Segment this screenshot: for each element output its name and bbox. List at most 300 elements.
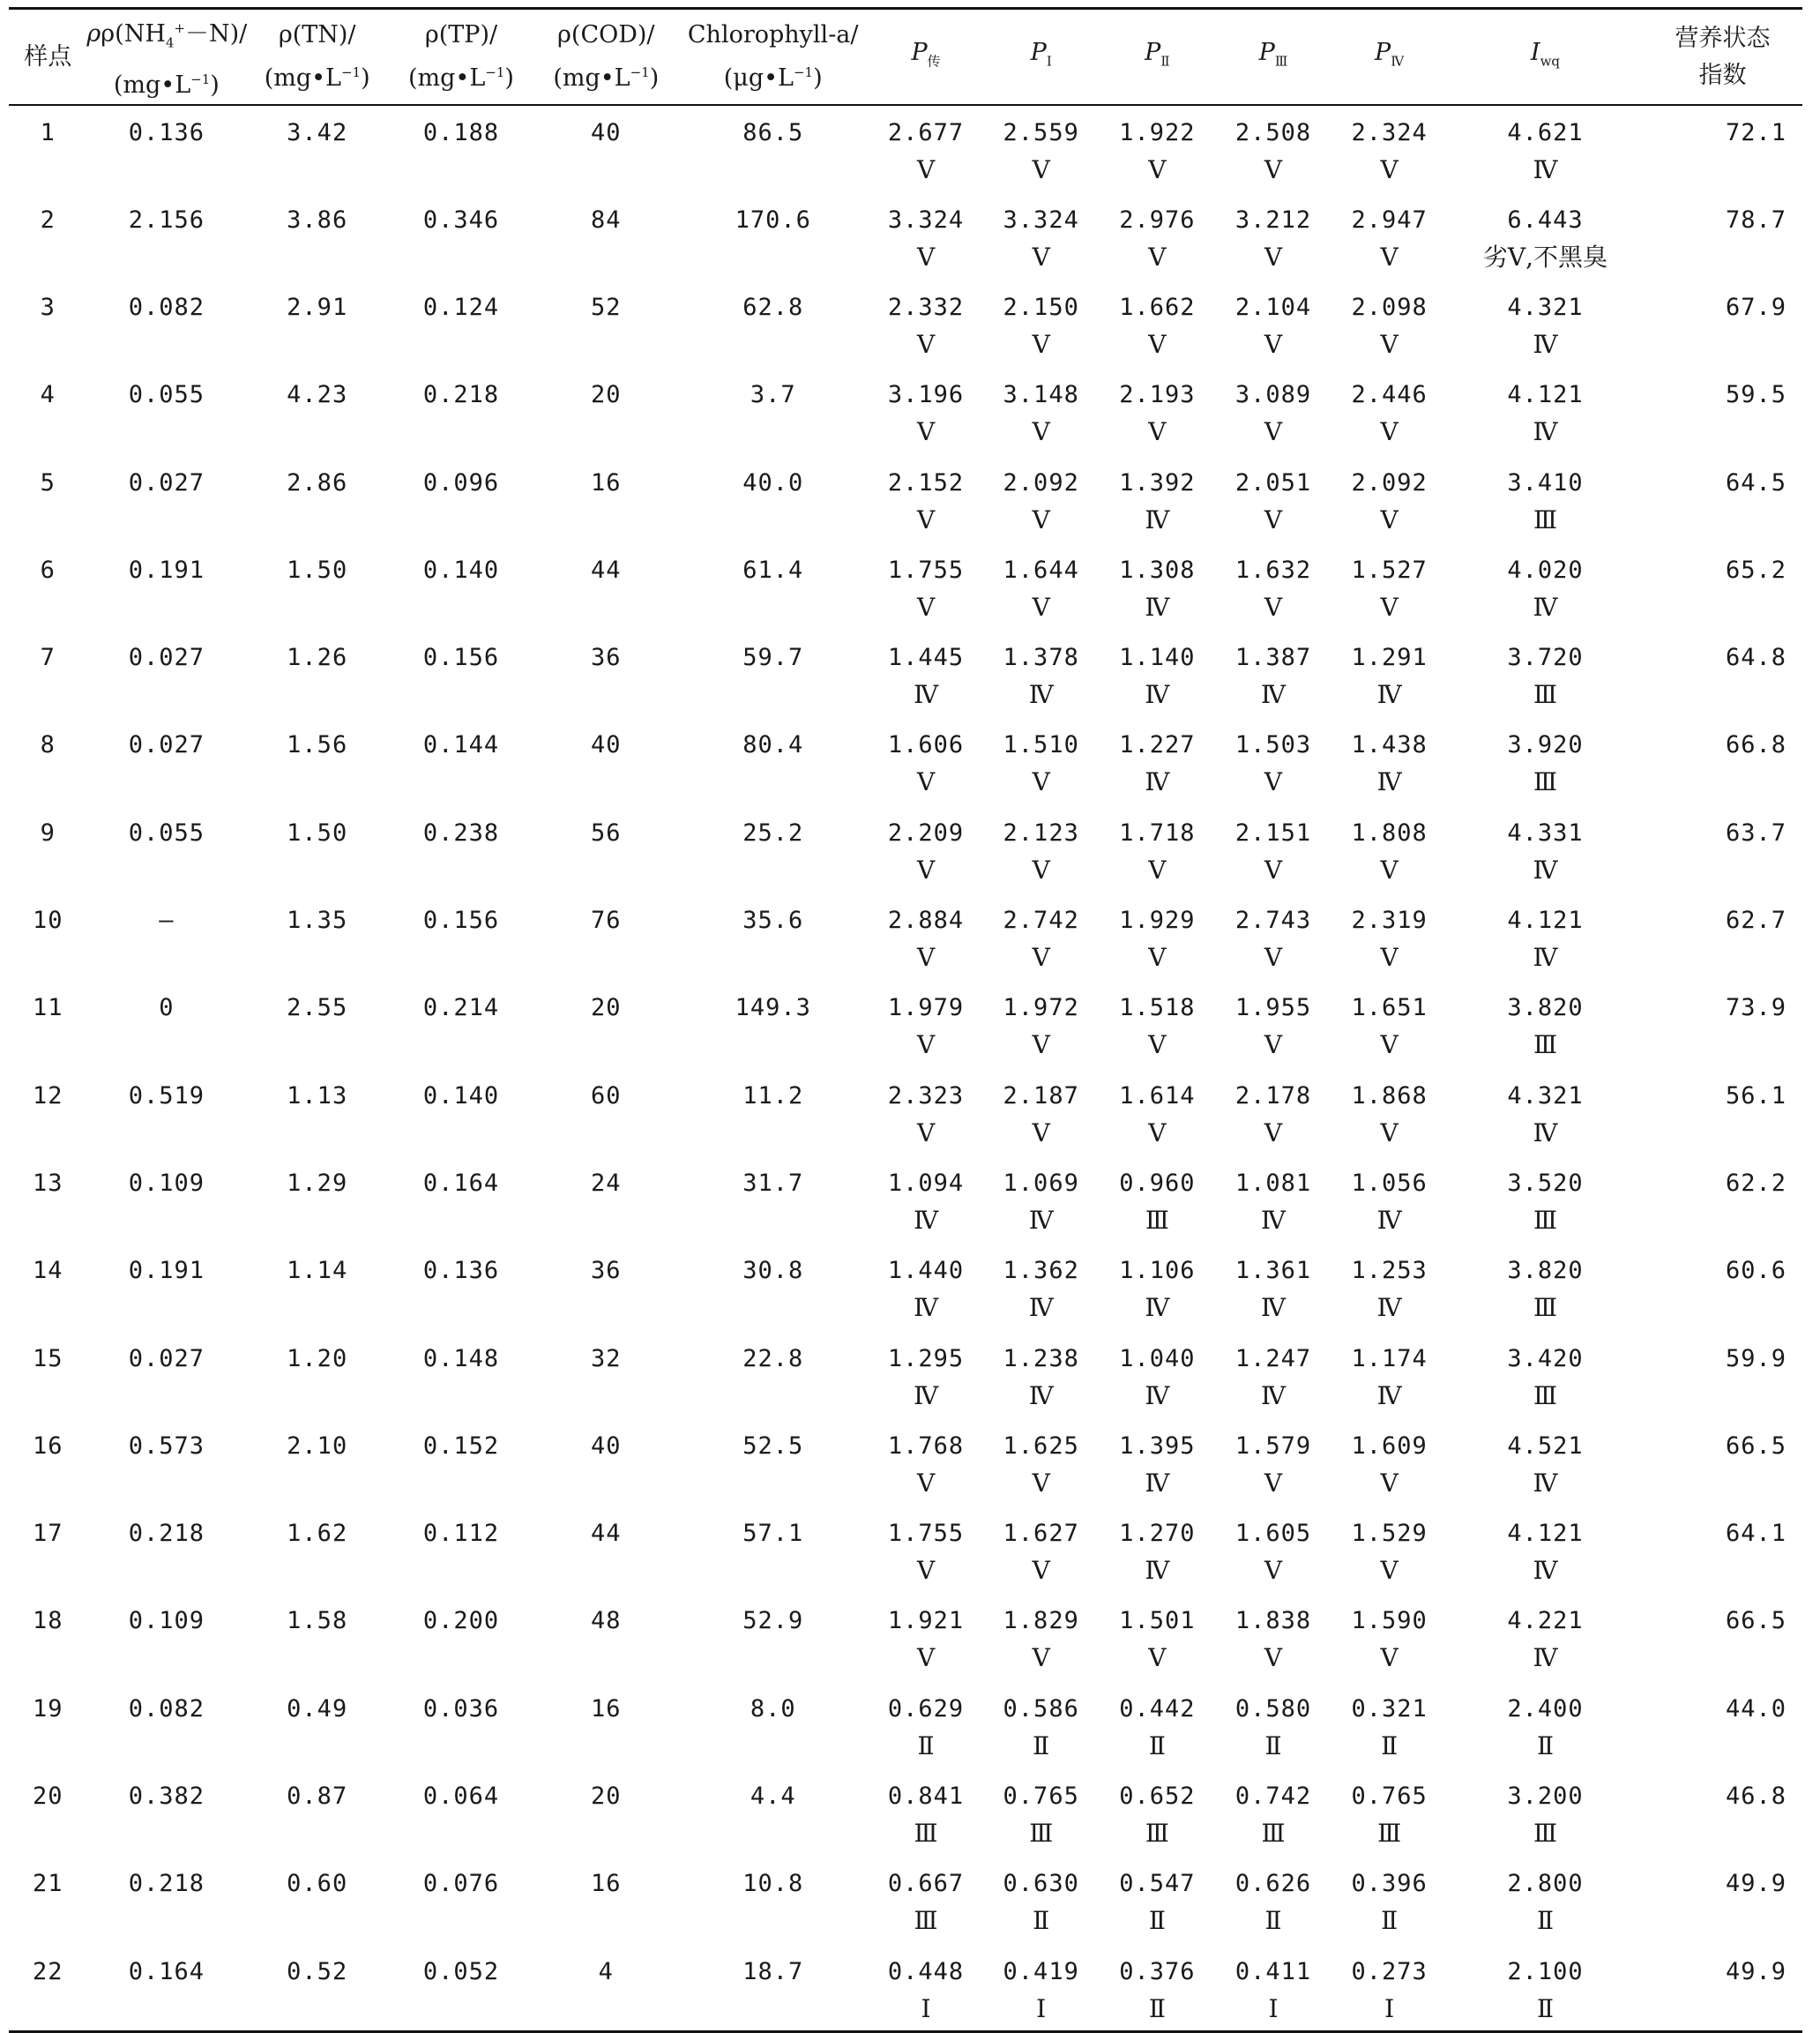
p-chuan-value: 0.448: [887, 1957, 965, 1985]
p3-value: 3.089: [1234, 381, 1312, 409]
cell-p1: [983, 1594, 1099, 1681]
cell-chla: 61.4: [742, 556, 804, 584]
cell-tp: 0.096: [422, 468, 500, 497]
cell-p4: [1331, 105, 1448, 192]
p2-value: 1.718: [1119, 818, 1196, 847]
cell-site: 10: [32, 907, 63, 935]
cell-iwq: [1448, 631, 1643, 718]
p4-value: 1.174: [1351, 1344, 1428, 1372]
iwq-header-main: I: [1530, 39, 1540, 66]
p3-value: 1.361: [1234, 1257, 1312, 1285]
p-chuan-header-sub: 传: [927, 53, 941, 70]
tsi-header-line2: 指数: [1698, 61, 1747, 89]
cell-p4: [1331, 1769, 1448, 1857]
cell-tp: 0.156: [422, 644, 500, 672]
cell-iwq: [1448, 1857, 1643, 1944]
cell-tn: 2.10: [287, 1431, 348, 1460]
iwq-grade: Ⅳ: [1533, 155, 1558, 185]
cell-p4: [1331, 1156, 1448, 1244]
cell-p-chuan: [869, 981, 984, 1068]
cell-nh4: 0.382: [128, 1783, 205, 1811]
cell-tsi: 64.5: [1725, 468, 1786, 497]
p3-value: 1.247: [1234, 1344, 1312, 1372]
cell-cod: 44: [591, 1520, 622, 1548]
cell-chla: 62.8: [742, 293, 804, 321]
cell-p4: [1331, 1682, 1448, 1769]
p2-value: 1.040: [1119, 1344, 1196, 1372]
cell-cod: 40: [591, 1431, 622, 1460]
cell-tn: 1.26: [287, 644, 348, 672]
iwq-grade: Ⅳ: [1533, 1117, 1558, 1147]
p3-value: 1.632: [1234, 556, 1312, 584]
cell-site: 2: [40, 206, 56, 234]
cell-tsi: 59.5: [1725, 381, 1786, 409]
water-quality-table: [9, 7, 1802, 2033]
p2-grade: Ⅴ: [1148, 943, 1167, 973]
cell-p4: [1331, 368, 1448, 455]
p4-value: 0.396: [1351, 1870, 1428, 1898]
cell-tp: 0.112: [422, 1520, 500, 1548]
cell-cod: 20: [591, 1783, 622, 1811]
cell-tsi: 78.7: [1725, 206, 1786, 234]
p2-grade: Ⅱ: [1148, 1993, 1166, 2023]
table-row: [9, 806, 1802, 893]
p1-value: 1.069: [1003, 1169, 1079, 1197]
iwq-grade: Ⅲ: [1533, 1819, 1557, 1849]
nh4-header-line1b: －N)/: [185, 20, 248, 48]
p3-grade: Ⅴ: [1264, 943, 1283, 973]
table-row: [9, 105, 1802, 192]
p3-grade: Ⅳ: [1260, 1205, 1286, 1235]
p3-grade: Ⅴ: [1264, 592, 1283, 622]
cell-tsi: 73.9: [1725, 994, 1786, 1022]
p2-value: 0.442: [1119, 1694, 1196, 1723]
cell-p4: [1331, 193, 1448, 280]
p3-grade: Ⅴ: [1264, 1468, 1283, 1498]
iwq-grade: Ⅳ: [1533, 1468, 1558, 1498]
cell-p3: [1216, 456, 1331, 543]
p-chuan-grade: Ⅳ: [914, 1205, 939, 1235]
p3-value: 3.212: [1234, 206, 1312, 234]
cell-site: 16: [32, 1431, 63, 1460]
p1-grade: Ⅴ: [1032, 1643, 1050, 1673]
cell-p-chuan: [869, 1069, 984, 1156]
p-chuan-grade: Ⅰ: [921, 1993, 931, 2023]
cell-nh4: 0.027: [128, 468, 205, 497]
p3-grade: Ⅳ: [1260, 1293, 1286, 1323]
p4-grade: Ⅴ: [1380, 1643, 1399, 1673]
cell-tp: 0.036: [422, 1694, 500, 1723]
cell-p1: [983, 1156, 1099, 1244]
table-row: [9, 1682, 1802, 1769]
p4-grade: Ⅳ: [1376, 1380, 1402, 1410]
iwq-value: 4.121: [1507, 1520, 1584, 1548]
p-chuan-grade: Ⅴ: [916, 943, 936, 973]
p1-value: 2.092: [1003, 468, 1079, 497]
iwq-grade: Ⅲ: [1533, 1030, 1557, 1060]
cell-tn: 1.13: [287, 1081, 348, 1110]
cell-p1: [983, 1506, 1099, 1594]
nh4-header-unit-close: ): [210, 71, 220, 100]
cell-p4: [1331, 631, 1448, 718]
p3-grade: Ⅴ: [1264, 242, 1283, 272]
cell-tsi: 59.9: [1725, 1344, 1786, 1372]
col-header-site: [9, 9, 86, 106]
p-chuan-value: 2.884: [887, 907, 965, 935]
p2-grade: Ⅳ: [1145, 592, 1170, 622]
p1-grade: Ⅴ: [1032, 855, 1050, 885]
p1-value: 1.362: [1003, 1257, 1079, 1285]
p-chuan-grade: Ⅲ: [914, 1819, 938, 1849]
iwq-value: 3.920: [1507, 731, 1584, 759]
cell-p2: [1099, 1945, 1216, 2032]
cell-cod: 20: [591, 381, 622, 409]
p3-grade: Ⅴ: [1264, 1643, 1283, 1673]
p1-value: 1.627: [1003, 1520, 1079, 1548]
p4-value: 1.609: [1351, 1431, 1428, 1460]
p1-grade: Ⅴ: [1032, 1468, 1050, 1498]
p1-value: 2.150: [1003, 293, 1079, 321]
p4-grade: Ⅴ: [1380, 592, 1399, 622]
p-chuan-grade: Ⅱ: [917, 1730, 935, 1760]
iwq-grade: Ⅲ: [1533, 1380, 1557, 1410]
p1-grade: Ⅳ: [1028, 1380, 1054, 1410]
cell-nh4: 0: [159, 994, 175, 1022]
table-row: [9, 1945, 1802, 2032]
cell-p2: [1099, 543, 1216, 631]
p-chuan-grade: Ⅴ: [916, 1030, 936, 1060]
p2-value: 2.976: [1119, 206, 1196, 234]
cell-nh4: 0.027: [128, 731, 205, 759]
p4-header-main: P: [1375, 39, 1391, 66]
p-chuan-grade: Ⅴ: [916, 417, 936, 447]
cell-p4: [1331, 280, 1448, 368]
cell-tsi: 44.0: [1725, 1694, 1786, 1723]
p4-header-sub: Ⅳ: [1391, 53, 1405, 70]
cell-p2: [1099, 193, 1216, 280]
cell-tsi: 64.1: [1725, 1520, 1786, 1548]
cell-tp: 0.200: [422, 1607, 500, 1635]
p2-value: 0.652: [1119, 1783, 1196, 1811]
cell-iwq: [1448, 806, 1643, 893]
p3-header-main: P: [1258, 39, 1275, 66]
cell-site: 20: [32, 1783, 63, 1811]
cell-p1: [983, 806, 1099, 893]
cell-p3: [1216, 981, 1331, 1068]
p4-grade: Ⅰ: [1384, 1993, 1395, 2023]
cell-iwq: [1448, 1594, 1643, 1681]
cell-tn: 2.91: [287, 293, 348, 321]
cell-cod: 40: [591, 119, 622, 147]
p-chuan-header-main: P: [911, 39, 928, 66]
cell-p-chuan: [869, 1244, 984, 1331]
cell-p3: [1216, 806, 1331, 893]
cell-tn: 3.86: [287, 206, 348, 234]
cell-tn: 4.23: [287, 381, 348, 409]
tn-header-unit-close: ): [361, 64, 370, 93]
tp-header-line1: ρ(TP)/: [424, 21, 498, 49]
cell-p-chuan: [869, 1945, 984, 2032]
p4-grade: Ⅴ: [1380, 943, 1399, 973]
cell-iwq: [1448, 543, 1643, 631]
p4-grade: Ⅴ: [1380, 1117, 1399, 1147]
cell-iwq: [1448, 1332, 1643, 1419]
iwq-grade: Ⅲ: [1533, 680, 1557, 710]
cell-p2: [1099, 1857, 1216, 1944]
p2-grade: Ⅱ: [1148, 1730, 1166, 1760]
p4-value: 2.947: [1351, 206, 1428, 234]
cell-tsi: 49.9: [1725, 1870, 1786, 1898]
p4-value: 2.446: [1351, 381, 1428, 409]
p-chuan-grade: Ⅴ: [916, 767, 936, 797]
iwq-grade: Ⅲ: [1533, 1293, 1557, 1323]
col-header-p3: [1216, 9, 1331, 106]
cell-p2: [1099, 1769, 1216, 1857]
p4-value: 1.527: [1351, 556, 1428, 584]
p1-grade: Ⅴ: [1032, 1117, 1050, 1147]
p3-grade: Ⅳ: [1260, 680, 1286, 710]
p2-grade: Ⅴ: [1148, 329, 1167, 359]
cell-tp: 0.124: [422, 293, 500, 321]
p2-value: 1.614: [1119, 1081, 1196, 1110]
p2-value: 1.662: [1119, 293, 1196, 321]
p2-grade: Ⅴ: [1148, 1030, 1167, 1060]
cell-cod: 76: [591, 907, 622, 935]
p3-value: 1.387: [1234, 644, 1312, 672]
tn-header-line1: ρ(TN)/: [278, 21, 356, 49]
cell-cod: 60: [591, 1081, 622, 1110]
cell-p2: [1099, 1069, 1216, 1156]
cell-chla: 31.7: [742, 1169, 804, 1197]
nh4-header-exp: −1: [190, 71, 211, 88]
cell-cod: 32: [591, 1344, 622, 1372]
p2-grade: Ⅴ: [1148, 855, 1167, 885]
cell-p1: [983, 1419, 1099, 1506]
p3-grade: Ⅴ: [1264, 1556, 1283, 1586]
p2-value: 1.227: [1119, 731, 1196, 759]
p2-value: 1.922: [1119, 119, 1196, 147]
p-chuan-grade: Ⅴ: [916, 855, 936, 885]
p2-grade: Ⅳ: [1145, 1293, 1170, 1323]
p4-value: 1.590: [1351, 1607, 1428, 1635]
cell-p4: [1331, 1506, 1448, 1594]
p1-value: 2.123: [1003, 818, 1079, 847]
cell-p-chuan: [869, 1419, 984, 1506]
p1-value: 0.419: [1003, 1957, 1079, 1985]
cell-p3: [1216, 368, 1331, 455]
cell-tn: 1.50: [287, 818, 348, 847]
p1-value: 2.742: [1003, 907, 1079, 935]
table-body: [9, 105, 1802, 2032]
p4-grade: Ⅲ: [1377, 1819, 1402, 1849]
p3-value: 2.051: [1234, 468, 1312, 497]
cell-site: 14: [32, 1257, 63, 1285]
col-header-tn: [246, 9, 388, 106]
iwq-value: 3.420: [1507, 1344, 1584, 1372]
table-row: [9, 1594, 1802, 1681]
p-chuan-value: 3.324: [887, 206, 965, 234]
cell-p4: [1331, 1419, 1448, 1506]
cell-tn: 1.29: [287, 1169, 348, 1197]
cell-p1: [983, 1682, 1099, 1769]
p2-grade: Ⅴ: [1148, 155, 1167, 185]
cell-tp: 0.346: [422, 206, 500, 234]
cell-iwq: [1448, 1419, 1643, 1506]
iwq-value: 2.100: [1507, 1957, 1584, 1985]
table-row: [9, 368, 1802, 455]
p4-value: 2.319: [1351, 907, 1428, 935]
cell-tn: 0.87: [287, 1783, 348, 1811]
cell-nh4: 0.519: [128, 1081, 205, 1110]
cell-chla: 3.7: [750, 381, 796, 409]
p3-value: 2.104: [1234, 293, 1312, 321]
cell-iwq: [1448, 1769, 1643, 1857]
cell-site: 21: [32, 1870, 63, 1898]
iwq-grade: Ⅳ: [1533, 592, 1558, 622]
p-chuan-grade: Ⅴ: [916, 592, 936, 622]
p4-value: 2.098: [1351, 293, 1428, 321]
cell-nh4: 0.027: [128, 644, 205, 672]
cell-p1: [983, 1332, 1099, 1419]
cell-tsi: 72.1: [1725, 119, 1786, 147]
cell-site: 15: [32, 1344, 63, 1372]
p1-grade: Ⅴ: [1032, 592, 1050, 622]
cell-p3: [1216, 1069, 1331, 1156]
cell-tp: 0.218: [422, 381, 500, 409]
p-chuan-grade: Ⅴ: [916, 155, 936, 185]
table-row: [9, 1332, 1802, 1419]
p4-grade: Ⅱ: [1381, 1730, 1399, 1760]
p4-grade: Ⅴ: [1380, 242, 1399, 272]
p-chuan-grade: Ⅴ: [916, 505, 936, 534]
chla-header-unit: (μg•L: [723, 64, 794, 93]
cell-p2: [1099, 631, 1216, 718]
nh4-header-unit: (mg•L: [113, 71, 191, 100]
iwq-value: 3.520: [1507, 1169, 1584, 1197]
p2-value: 1.395: [1119, 1431, 1196, 1460]
table-row: [9, 1419, 1802, 1506]
p-chuan-grade: Ⅴ: [916, 1643, 936, 1673]
iwq-grade: Ⅲ: [1533, 767, 1557, 797]
p1-grade: Ⅳ: [1028, 1293, 1054, 1323]
p-chuan-value: 0.629: [887, 1694, 965, 1723]
p4-value: 1.291: [1351, 644, 1428, 672]
table-row: [9, 1769, 1802, 1857]
p4-grade: Ⅴ: [1380, 1468, 1399, 1498]
cell-nh4: —: [159, 907, 175, 935]
header-row: [9, 9, 1802, 106]
cell-p3: [1216, 193, 1331, 280]
cell-tp: 0.140: [422, 556, 500, 584]
col-header-p4: [1331, 9, 1448, 106]
p-chuan-value: 1.094: [887, 1169, 965, 1197]
p2-grade: Ⅳ: [1145, 505, 1170, 534]
cell-tp: 0.156: [422, 907, 500, 935]
p4-value: 1.438: [1351, 731, 1428, 759]
cell-p1: [983, 1857, 1099, 1944]
cell-nh4: 0.109: [128, 1169, 205, 1197]
cell-nh4: 0.055: [128, 381, 205, 409]
p4-value: 1.253: [1351, 1257, 1428, 1285]
cell-cod: 84: [591, 206, 622, 234]
p3-value: 1.838: [1234, 1607, 1312, 1635]
p2-value: 1.308: [1119, 556, 1196, 584]
p2-grade: Ⅳ: [1145, 1556, 1170, 1586]
col-header-chla: [678, 9, 869, 106]
cell-p3: [1216, 1594, 1331, 1681]
p2-grade: Ⅴ: [1148, 242, 1167, 272]
tsi-header-line1: 营养状态: [1675, 24, 1771, 52]
cell-tsi: 46.8: [1725, 1783, 1786, 1811]
iwq-value: 3.820: [1507, 1257, 1584, 1285]
p-chuan-value: 0.667: [887, 1870, 965, 1898]
cell-cod: 16: [591, 1870, 622, 1898]
p1-value: 1.378: [1003, 644, 1079, 672]
cell-p3: [1216, 1857, 1331, 1944]
p-chuan-value: 1.606: [887, 731, 965, 759]
cell-nh4: 0.027: [128, 1344, 205, 1372]
p1-value: 1.644: [1003, 556, 1079, 584]
p2-grade: Ⅳ: [1145, 1468, 1170, 1498]
iwq-grade: Ⅲ: [1533, 505, 1557, 534]
p-chuan-value: 1.445: [887, 644, 965, 672]
cell-tn: 3.42: [287, 119, 348, 147]
col-header-tp: [388, 9, 534, 106]
cell-chla: 57.1: [742, 1520, 804, 1548]
p1-header-sub: Ⅰ: [1046, 53, 1052, 70]
cell-site: 18: [32, 1607, 63, 1635]
cell-tsi: 66.8: [1725, 731, 1786, 759]
col-header-cod: [534, 9, 678, 106]
p1-grade: Ⅳ: [1028, 680, 1054, 710]
p1-grade: Ⅴ: [1032, 1556, 1050, 1586]
p1-value: 0.765: [1003, 1783, 1079, 1811]
p3-value: 0.580: [1234, 1694, 1312, 1723]
p-chuan-grade: Ⅲ: [914, 1906, 938, 1936]
table-row: [9, 981, 1802, 1068]
tp-header-exp: −1: [485, 64, 505, 81]
p3-grade: Ⅴ: [1264, 417, 1283, 447]
p4-value: 0.321: [1351, 1694, 1428, 1723]
iwq-value: 2.400: [1507, 1694, 1584, 1723]
table-row: [9, 543, 1802, 631]
p4-value: 1.056: [1351, 1169, 1428, 1197]
iwq-value: 4.221: [1507, 1607, 1584, 1635]
cell-p3: [1216, 1769, 1331, 1857]
cell-site: 6: [40, 556, 56, 584]
cell-p2: [1099, 806, 1216, 893]
p3-value: 1.081: [1234, 1169, 1312, 1197]
cell-p-chuan: [869, 1682, 984, 1769]
p4-grade: Ⅴ: [1380, 329, 1399, 359]
iwq-value: 4.321: [1507, 293, 1584, 321]
cell-cod: 20: [591, 994, 622, 1022]
cell-p4: [1331, 1069, 1448, 1156]
p3-value: 2.743: [1234, 907, 1312, 935]
p4-value: 0.765: [1351, 1783, 1428, 1811]
cell-tp: 0.144: [422, 731, 500, 759]
cell-p4: [1331, 893, 1448, 981]
p4-grade: Ⅴ: [1380, 1030, 1399, 1060]
table-row: [9, 1069, 1802, 1156]
cell-tn: 0.60: [287, 1870, 348, 1898]
p4-grade: Ⅳ: [1376, 1293, 1402, 1323]
p3-grade: Ⅴ: [1264, 855, 1283, 885]
p1-value: 3.324: [1003, 206, 1079, 234]
p1-header-main: P: [1030, 39, 1047, 66]
p-chuan-value: 1.295: [887, 1344, 965, 1372]
p4-grade: Ⅴ: [1380, 417, 1399, 447]
